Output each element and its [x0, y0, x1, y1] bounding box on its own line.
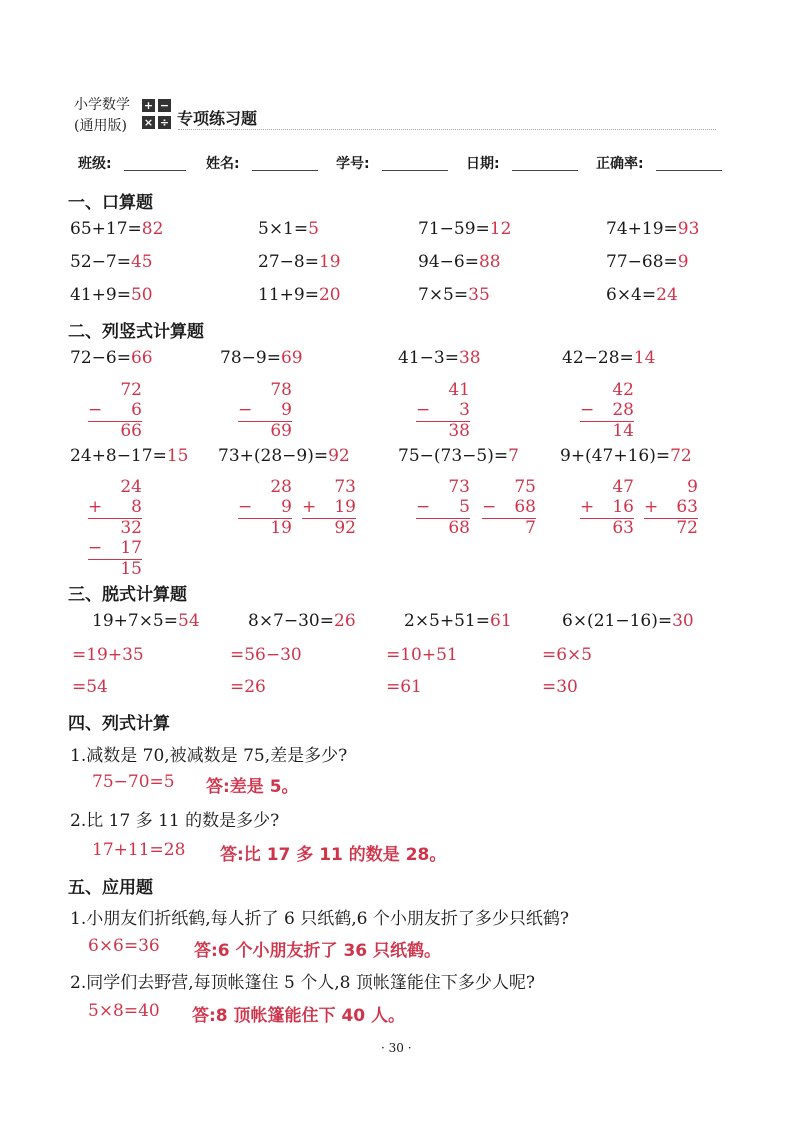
vertical-calculation [416, 477, 470, 537]
vertical-calculation [416, 380, 470, 440]
vertical-bottom: 16 [612, 497, 634, 517]
oral-item: 77−68=9 [606, 252, 689, 272]
word-problem-question: 2.比 17 多 11 的数是多少? [70, 811, 280, 831]
oral-item: 41+9=50 [70, 285, 153, 305]
stepwise-step: =19+35 [72, 645, 144, 665]
oral-item: 5×1=5 [258, 219, 319, 239]
vertical-operator: − [482, 497, 497, 517]
vertical-operator: − [88, 400, 103, 420]
vertical-calculation [302, 477, 356, 537]
vertical-bottom: 19 [334, 497, 356, 517]
vertical-result: 7 [525, 518, 536, 538]
applied-problem-question: 1.小朋友们折纸鹤,每人折了 6 只纸鹤,6 个小朋友折了多少只纸鹤? [70, 909, 569, 929]
vertical-top: 72 [120, 380, 142, 400]
vertical-question: 78−9=69 [220, 348, 303, 368]
vertical-top: 28 [270, 477, 292, 497]
vertical-operator: − [416, 497, 431, 517]
vertical-result: 72 [676, 518, 698, 538]
vertical-top: 41 [448, 380, 470, 400]
word-problem-equation: 75−70=5 [92, 772, 175, 792]
vertical-calculation [580, 477, 634, 537]
oral-item: 27−8=19 [258, 252, 341, 272]
class-field-line[interactable] [124, 170, 186, 171]
date-field-line[interactable] [512, 170, 578, 171]
vertical-question: 41−3=38 [398, 348, 481, 368]
divide-icon: ÷ [159, 116, 170, 129]
vertical-operator: + [644, 497, 659, 517]
stepwise-step: =10+51 [386, 645, 458, 665]
section-expression-title: 四、列式计算 [68, 714, 170, 734]
vertical-bottom: 28 [612, 400, 634, 420]
oral-item: 7×5=35 [418, 285, 490, 305]
vertical-top: 24 [120, 477, 142, 497]
oral-item: 71−59=12 [418, 219, 512, 239]
vertical-operator: − [580, 400, 595, 420]
vertical-top: 42 [612, 380, 634, 400]
vertical-bottom: 63 [676, 497, 698, 517]
vertical-bottom: 68 [514, 497, 536, 517]
stepwise-question: 19+7×5=54 [92, 611, 200, 631]
stepwise-step: =30 [542, 677, 578, 697]
date-field-label: 日期: [466, 156, 500, 172]
stepwise-step: =54 [72, 677, 108, 697]
page-number: · 30 · [381, 1041, 412, 1055]
stepwise-question: 2×5+51=61 [404, 611, 512, 631]
plus-icon: + [143, 99, 154, 112]
vertical-operator: − [416, 400, 431, 420]
vertical-result: 68 [448, 518, 470, 538]
vertical-bottom: 9 [281, 497, 292, 517]
vertical-calculation [238, 477, 292, 537]
vertical-calculation [88, 477, 142, 577]
student-id-field-line[interactable] [382, 170, 448, 171]
vertical-bottom: 5 [459, 497, 470, 517]
section-stepwise-title: 三、脱式计算题 [68, 585, 187, 605]
times-icon: × [143, 116, 154, 129]
oral-item: 65+17=82 [70, 219, 164, 239]
vertical-question: 72−6=66 [70, 348, 153, 368]
vertical-operator: − [88, 538, 103, 558]
stepwise-step: =61 [386, 677, 422, 697]
vertical-calculation [644, 477, 698, 537]
name-field-label: 姓名: [206, 156, 240, 172]
word-problem-question: 1.减数是 70,被减数是 75,差是多少? [70, 746, 348, 766]
oral-item: 11+9=20 [258, 285, 341, 305]
vertical-question: 42−28=14 [562, 348, 656, 368]
vertical-calculation [88, 380, 142, 440]
vertical-result: 63 [612, 518, 634, 538]
section-vertical-title: 二、列竖式计算题 [68, 322, 204, 342]
vertical-question: 24+8−17=15 [70, 446, 189, 466]
vertical-operator: − [238, 400, 253, 420]
vertical-result: 15 [120, 559, 142, 579]
word-problem-answer: 答:差是 5。 [206, 777, 299, 797]
header-edition: (通用版) [74, 118, 127, 134]
oral-item: 6×4=24 [606, 285, 678, 305]
applied-problem-answer: 答:8 顶帐篷能住下 40 人。 [192, 1006, 406, 1026]
section-oral-title: 一、口算题 [68, 193, 153, 213]
vertical-top: 9 [687, 477, 698, 497]
stepwise-step: =26 [230, 677, 266, 697]
applied-problem-equation: 6×6=36 [88, 936, 160, 956]
vertical-top: 47 [612, 477, 634, 497]
oral-item: 74+19=93 [606, 219, 700, 239]
student-id-field-label: 学号: [336, 156, 370, 172]
applied-problem-question: 2.同学们去野营,每顶帐篷住 5 个人,8 顶帐篷能住下多少人呢? [70, 973, 535, 993]
vertical-result: 66 [120, 421, 142, 441]
oral-item: 94−6=88 [418, 252, 501, 272]
accuracy-field-label: 正确率: [596, 156, 644, 172]
vertical-result: 38 [448, 421, 470, 441]
vertical-result: 32 [120, 518, 142, 538]
section-applied-title: 五、应用题 [68, 878, 153, 898]
vertical-question: 9+(47+16)=72 [560, 446, 692, 466]
header-divider [178, 129, 716, 130]
vertical-operator: + [580, 497, 595, 517]
vertical-top: 73 [334, 477, 356, 497]
vertical-result: 14 [612, 421, 634, 441]
stepwise-question: 6×(21−16)=30 [562, 611, 694, 631]
vertical-top: 75 [514, 477, 536, 497]
oral-item: 52−7=45 [70, 252, 153, 272]
vertical-operator: − [238, 497, 253, 517]
header-subject: 小学数学 [74, 97, 130, 113]
vertical-question: 73+(28−9)=92 [218, 446, 350, 466]
applied-problem-equation: 5×8=40 [88, 1001, 160, 1021]
applied-problem-answer: 答:6 个小朋友折了 36 只纸鹤。 [194, 941, 442, 961]
vertical-calculation [580, 380, 634, 440]
word-problem-answer: 答:比 17 多 11 的数是 28。 [220, 845, 447, 865]
minus-icon: − [159, 99, 170, 112]
vertical-bottom: 3 [459, 400, 470, 420]
vertical-top: 73 [448, 477, 470, 497]
vertical-result: 19 [270, 518, 292, 538]
vertical-result: 69 [270, 421, 292, 441]
vertical-calculation [482, 477, 536, 537]
name-field-line[interactable] [252, 170, 318, 171]
vertical-bottom: 6 [131, 400, 142, 420]
vertical-bottom: 8 [131, 497, 142, 517]
vertical-operator: + [88, 497, 103, 517]
vertical-operator: + [302, 497, 317, 517]
vertical-result: 92 [334, 518, 356, 538]
stepwise-step: =6×5 [542, 645, 593, 665]
class-field-label: 班级: [78, 156, 112, 172]
vertical-bottom: 17 [120, 538, 142, 558]
word-problem-equation: 17+11=28 [92, 840, 186, 860]
vertical-calculation [238, 380, 292, 440]
operations-logo-icon [142, 99, 172, 133]
vertical-bottom: 9 [281, 400, 292, 420]
accuracy-field-line[interactable] [656, 170, 722, 171]
vertical-question: 75−(73−5)=7 [398, 446, 519, 466]
stepwise-question: 8×7−30=26 [248, 611, 356, 631]
stepwise-step: =56−30 [230, 645, 302, 665]
vertical-top: 78 [270, 380, 292, 400]
header-title: 专项练习题 [177, 109, 258, 128]
